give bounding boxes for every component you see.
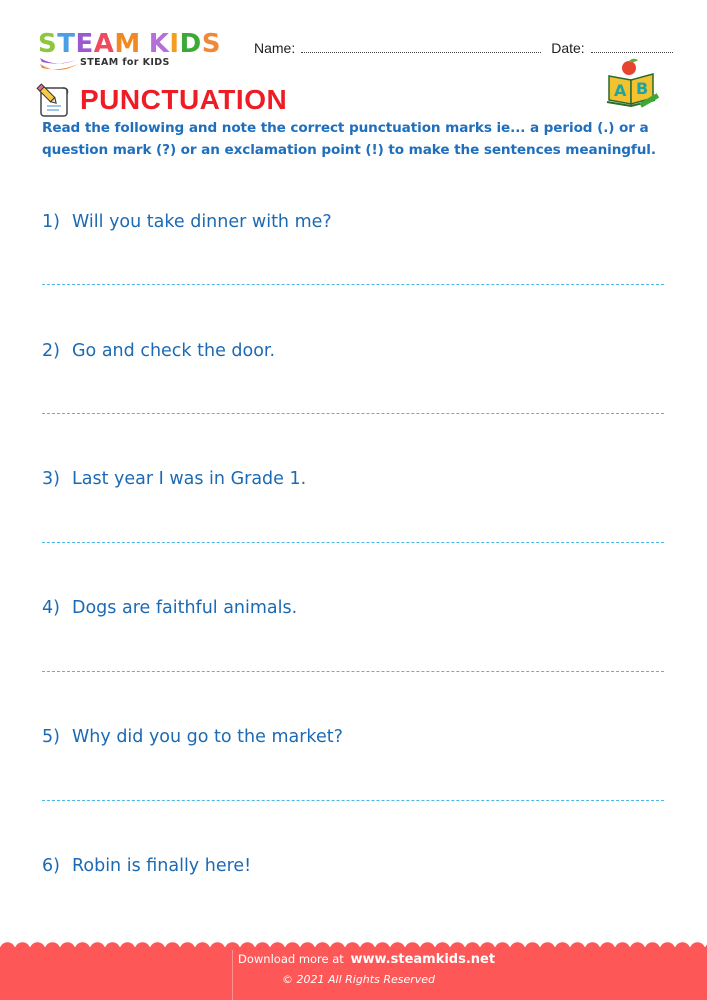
name-field[interactable]: [301, 40, 541, 53]
copyright-text: © 2021 All Rights Reserved: [282, 973, 436, 986]
logo-letter: K: [148, 29, 170, 59]
instructions-line-2: question mark (?) or an exclamation point (!) to make the sentences meaningful.: [42, 142, 656, 158]
answer-line-5[interactable]: [42, 800, 664, 801]
logo-letter: A: [93, 29, 115, 59]
question-text: Last year I was in Grade 1.: [72, 469, 307, 489]
question-2: [42, 341, 275, 361]
abc-book-icon: [605, 58, 661, 110]
scalloped-edge: [0, 940, 707, 950]
logo-letter: I: [169, 29, 180, 59]
question-number: 6): [42, 856, 60, 876]
question-text: Will you take dinner with me?: [72, 212, 332, 232]
steam-kids-logo: [38, 30, 238, 74]
name-date-row: [254, 40, 673, 56]
question-text: Go and check the door.: [72, 341, 276, 361]
footer: [0, 940, 707, 1000]
download-text: Download more at: [238, 952, 344, 966]
question-text: Why did you go to the market?: [72, 727, 343, 747]
answer-line-2[interactable]: [42, 413, 664, 414]
answer-line-3[interactable]: [42, 542, 664, 543]
logo-letter: D: [179, 29, 202, 59]
svg-text:A: A: [614, 81, 627, 100]
question-number: 1): [42, 212, 60, 232]
date-field[interactable]: [591, 40, 673, 53]
instructions-line-1: Read the following and note the correct punctuation marks ie... a period (.) or a: [42, 120, 649, 136]
question-text: Robin is finally here!: [72, 856, 252, 876]
footer-divider: [232, 950, 233, 1000]
logo-letter: S: [201, 29, 221, 59]
page-title: PUNCTUATION: [80, 84, 288, 115]
question-5: [42, 727, 343, 747]
pencil-scroll-icon: [35, 82, 73, 120]
question-number: 5): [42, 727, 60, 747]
question-1: [42, 212, 332, 232]
logo-swoosh-icon: [38, 54, 80, 74]
logo-letter: M: [114, 29, 141, 59]
instructions: [42, 117, 682, 161]
answer-line-1[interactable]: [42, 284, 664, 285]
logo-letter: S: [38, 29, 58, 59]
question-text: Dogs are faithful animals.: [72, 598, 298, 618]
question-number: 2): [42, 341, 60, 361]
svg-text:B: B: [636, 79, 649, 98]
question-4: [42, 598, 297, 618]
date-label: Date:: [551, 40, 585, 56]
answer-line-4[interactable]: [42, 671, 664, 672]
question-number: 4): [42, 598, 60, 618]
site-link[interactable]: www.steamkids.net: [350, 952, 496, 967]
question-number: 3): [42, 469, 60, 489]
logo-tagline: STEAM for KIDS: [80, 57, 170, 68]
question-3: [42, 469, 306, 489]
name-label: Name:: [254, 40, 296, 56]
footer-download: [238, 952, 495, 967]
logo-letter: E: [75, 29, 94, 59]
question-6: [42, 856, 251, 876]
logo-letter: T: [57, 29, 76, 59]
